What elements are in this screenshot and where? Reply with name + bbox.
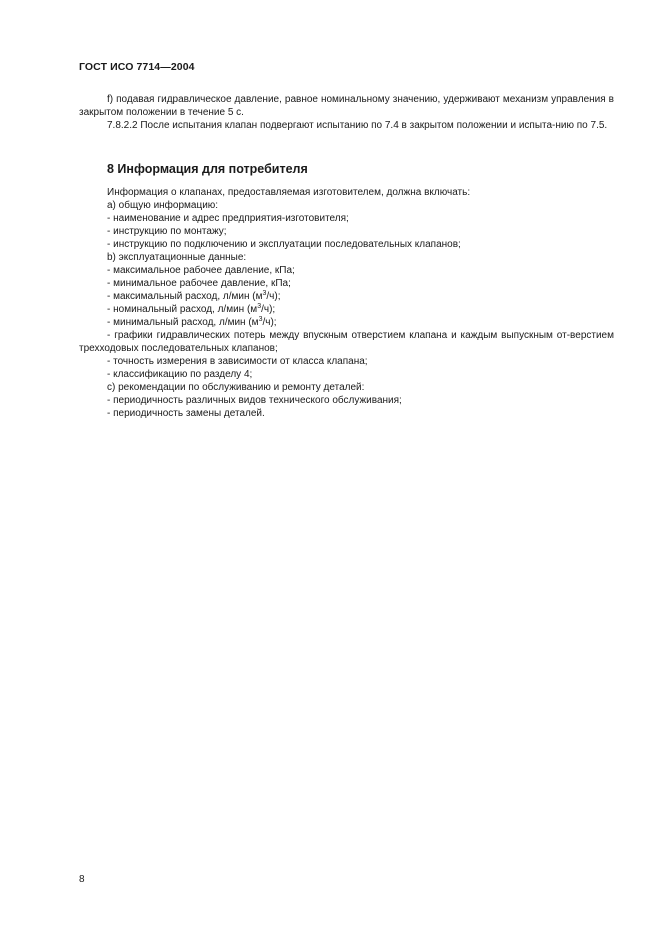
paragraph-7-8-2-2: 7.8.2.2 После испытания клапан подвергают испытанию по 7.4 в закрытом положении и испыта-нию по 7.5.	[107, 120, 608, 131]
superscript: 3	[262, 290, 267, 297]
list-item: - инструкцию по монтажу;	[107, 226, 227, 237]
list-item	[79, 316, 614, 329]
list-item: - графики гидравлических потерь между впускным отверстием клапана и каждым выпускным от-верстием трехходовых последовательных клапанов;	[79, 330, 614, 354]
list-item-text: /ч);	[262, 317, 277, 328]
list-item-text: - номинальный расход, л/мин (м	[107, 304, 258, 315]
list-item: - минимальное рабочее давление, кПа;	[107, 278, 291, 289]
list-item-text: /ч);	[261, 304, 276, 315]
list-item: - периодичность замены деталей.	[107, 408, 265, 419]
list-item: - инструкцию по подключению и эксплуатации последовательных клапанов;	[107, 239, 461, 250]
list-item: - классификацию по разделу 4;	[107, 369, 253, 380]
superscript: 3	[258, 316, 263, 323]
list-item-text: - максимальный расход, л/мин (м	[107, 291, 263, 302]
list-item: b) эксплуатационные данные:	[107, 252, 247, 263]
list-item-text: - минимальный расход, л/мин (м	[107, 317, 259, 328]
list-item: - наименование и адрес предприятия-изготовителя;	[107, 213, 349, 224]
list-intro: Информация о клапанах, предоставляемая изготовителем, должна включать:	[107, 187, 471, 198]
standard-header: ГОСТ ИСО 7714—2004	[79, 61, 195, 73]
list-item	[79, 290, 614, 303]
list-item: а) общую информацию:	[107, 200, 219, 211]
consumer-info-list	[79, 186, 614, 420]
list-item: - точность измерения в зависимости от класса клапана;	[107, 356, 368, 367]
list-item	[79, 303, 614, 316]
paragraph-f: f) подавая гидравлическое давление, равное номинальному значению, удерживают механизм управления в закрытом положении в течение 5 с.	[79, 94, 614, 118]
intro-block	[79, 93, 614, 132]
page-number: 8	[79, 874, 85, 885]
section-title: 8 Информация для потребителя	[107, 162, 308, 176]
superscript: 3	[257, 303, 262, 310]
list-item: - периодичность различных видов технического обслуживания;	[107, 395, 402, 406]
list-item: с) рекомендации по обслуживанию и ремонту деталей:	[107, 382, 365, 393]
list-item-text: /ч);	[266, 291, 281, 302]
list-item: - максимальное рабочее давление, кПа;	[107, 265, 295, 276]
